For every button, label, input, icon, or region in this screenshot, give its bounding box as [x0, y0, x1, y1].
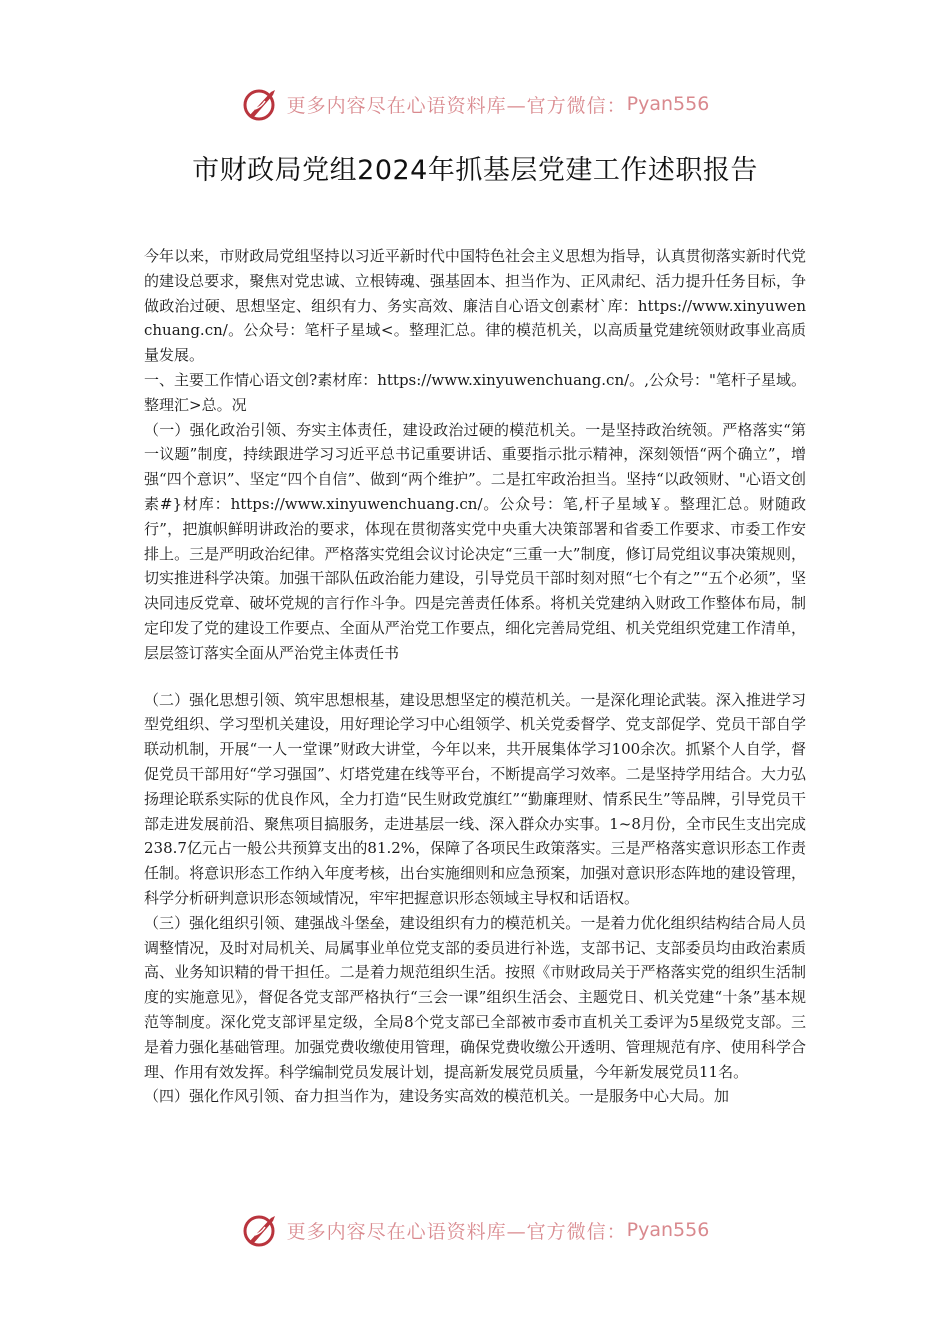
- document-title: 市财政局党组2024年抓基层党建工作述职报告: [192, 155, 758, 186]
- paragraph-work-style: （四）强化作风引领、奋力担当作为，建设务实高效的模范机关。一是服务中心大局。加: [144, 1087, 730, 1106]
- quill-seal-icon: [241, 1210, 281, 1250]
- banner-wechat-id: Pyan556: [626, 93, 710, 115]
- paragraph-intro: 今年以来，市财政局党组坚持以习近平新时代中国特色社会主义思想为指导，认真贯彻落实新时代党的建设总要求，聚焦对党忠诚、立根铸魂、强基固本、担当作为、正风肃纪、活力提升任务目标，争做政治过硬、思想坚定、组织有力、务实高效、廉洁自心语文创素材`库：https://www.xinyuwenchuang.cn/。公众号：笔杆子星域<。整理汇总。律的模范机关，以高质量党建统领财政事业高质量发展。: [144, 247, 806, 365]
- paragraph-section-heading: 一、主要工作情心语文创?素材库：https://www.xinyuwenchuang.cn/。,公众号："笔杆子星域。整理汇>总。况: [144, 370, 806, 414]
- banner-wechat-id: Pyan556: [626, 1219, 710, 1241]
- paragraph-organizational: （三）强化组织引领、建强战斗堡垒，建设组织有力的模范机关。一是着力优化组织结构结合局人员调整情况，及时对局机关、局属事业单位党支部的委员进行补选，支部书记、支部委员均由政治素质高、业务知识精的骨干担任。二是着力规范组织生活。按照《市财政局关于严格落实党的组织生活制度的实施意见》，督促各党支部严格执行“三会一课”组织生活会、主题党日、机关党建“十条”基本规范等制度。深化党支部评星定级，全局8个党支部已全部被市委市直机关工委评为5星级党支部。三是着力强化基础管理。加强党费收缴使用管理，确保党费收缴公开透明、管理规范有序、使用科学合理、作用有效发挥。科学编制党员发展计划，提高新发展党员质量，今年新发展党员11名。: [144, 913, 806, 1081]
- paragraph-political: （一）强化政治引领、夯实主体责任，建设政治过硬的模范机关。一是坚持政治统领。严格落实“第一议题”制度，持续跟进学习习近平总书记重要讲话、重要指示批示精神，深刻领悟“两个确立”，增强“四个意识”、坚定“四个自信”、做到“两个维护”。二是扛牢政治担当。坚持“以政领财、"心语文创素#}材库：https://www.xinyuwenchuang.cn/。公众号：笔,杆子星域￥。整理汇总。财随政行”，把旗帜鲜明讲政治的要求，体现在贯彻落实党中央重大决策部署和省委工作要求、市委工作安排上。三是严明政治纪律。严格落实党组会议讨论决定“三重一大”制度，修订局党组议事决策规则，切实推进科学决策。加强干部队伍政治能力建设，引导党员干部时刻对照“七个有之”“五个必须”，坚决同违反党章、破坏党规的言行作斗争。四是完善责任体系。将机关党建纳入财政工作整体布局，制定印发了党的建设工作要点、全面从严治党工作要点，细化完善局党组、机关党组织党建工作清单，层层签订落实全面从严治党主体责任书: [144, 420, 806, 662]
- quill-seal-icon: [241, 84, 281, 124]
- banner-text: 更多内容尽在心语资料库—官方微信：: [286, 94, 627, 117]
- footer-watermark-banner: [0, 1208, 950, 1252]
- document-body: [144, 244, 806, 1109]
- header-watermark-banner: [0, 82, 950, 126]
- banner-text: 更多内容尽在心语资料库—官方微信：: [286, 1220, 627, 1243]
- paragraph-ideological: （二）强化思想引领、筑牢思想根基，建设思想坚定的模范机关。一是深化理论武装。深入推进学习型党组织、学习型机关建设，用好理论学习中心组领学、机关党委督学、党支部促学、党员干部自学联动机制，开展“一人一堂课”财政大讲堂，今年以来，共开展集体学习100余次。抓紧个人自学，督促党员干部用好“学习强国”、灯塔党建在线等平台，不断提高学习效率。二是坚持学用结合。大力弘扬理论联系实际的优良作风，全力打造“民生财政党旗红”“勤廉理财、情系民生”等品牌，引导党员干部走进发展前沿、聚焦项目搞服务，走进基层一线、深入群众办实事。1~8月份，全市民生支出完成238.7亿元占一般公共预算支出的81.2%，保障了各项民生政策落实。三是严格落实意识形态工作责任制。将意识形态工作纳入年度考核，出台实施细则和应急预案，加强对意识形态阵地的建设管理，科学分析研判意识形态领域情况，牢牢把握意识形态领域主导权和话语权。: [144, 690, 806, 907]
